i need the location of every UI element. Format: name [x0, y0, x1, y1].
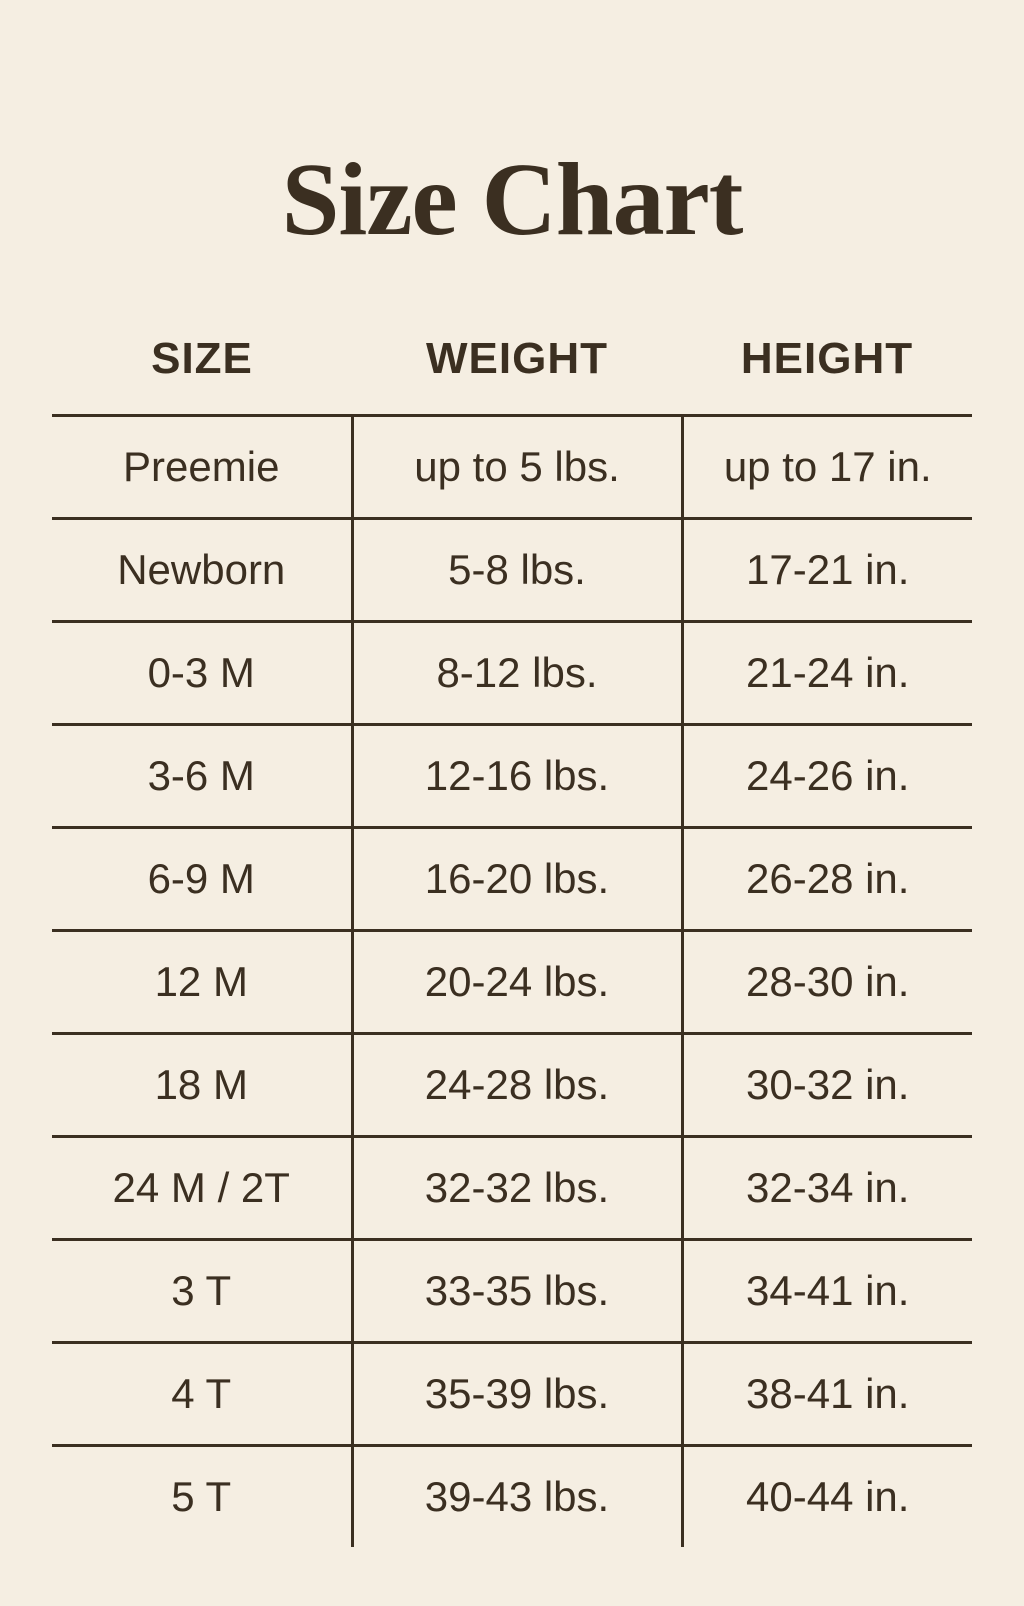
cell-size: 0-3 M: [52, 621, 352, 724]
cell-height: 21-24 in.: [682, 621, 972, 724]
cell-height: 30-32 in.: [682, 1033, 972, 1136]
cell-weight: 32-32 lbs.: [352, 1136, 682, 1239]
table-row: [52, 1239, 972, 1342]
table-row: [52, 827, 972, 930]
table-row: [52, 415, 972, 518]
cell-size: 6-9 M: [52, 827, 352, 930]
page-title: Size Chart: [281, 141, 743, 257]
table-row: [52, 1445, 972, 1547]
cell-size: 18 M: [52, 1033, 352, 1136]
cell-size: 24 M / 2T: [52, 1136, 352, 1239]
cell-size: 5 T: [52, 1445, 352, 1547]
cell-height: 34-41 in.: [682, 1239, 972, 1342]
cell-weight: 12-16 lbs.: [352, 724, 682, 827]
cell-height: 17-21 in.: [682, 518, 972, 621]
cell-weight: up to 5 lbs.: [352, 415, 682, 518]
cell-weight: 39-43 lbs.: [352, 1445, 682, 1547]
cell-height: up to 17 in.: [682, 415, 972, 518]
table-header-row: [52, 334, 972, 416]
cell-size: Preemie: [52, 415, 352, 518]
cell-height: 40-44 in.: [746, 1472, 910, 1520]
column-header-size: SIZE: [151, 333, 253, 383]
table-row: [52, 621, 972, 724]
column-header-weight: WEIGHT: [426, 333, 608, 383]
size-chart-page: [0, 70, 1024, 1606]
cell-height: 28-30 in.: [682, 930, 972, 1033]
cell-size: 4 T: [52, 1342, 352, 1445]
cell-weight: 20-24 lbs.: [352, 930, 682, 1033]
table-row: [52, 518, 972, 621]
cell-weight: 35-39 lbs.: [352, 1342, 682, 1445]
cell-height: 26-28 in.: [682, 827, 972, 930]
column-header-height: HEIGHT: [740, 333, 914, 383]
table-body: [52, 415, 972, 1547]
cell-height: 24-26 in.: [682, 724, 972, 827]
cell-size: Newborn: [52, 518, 352, 621]
size-chart-table: [52, 334, 972, 1547]
cell-height: 38-41 in.: [682, 1342, 972, 1445]
cell-size: 3-6 M: [52, 724, 352, 827]
table-row: [52, 930, 972, 1033]
table-row: [52, 1033, 972, 1136]
table-header: [52, 334, 972, 416]
cell-size: 12 M: [52, 930, 352, 1033]
cell-weight: 5-8 lbs.: [352, 518, 682, 621]
cell-weight: 16-20 lbs.: [352, 827, 682, 930]
table-row: [52, 724, 972, 827]
cell-height: 32-34 in.: [682, 1136, 972, 1239]
table-row: [52, 1342, 972, 1445]
table-row: [52, 1136, 972, 1239]
cell-weight: 33-35 lbs.: [352, 1239, 682, 1342]
cell-size: 3 T: [52, 1239, 352, 1342]
cell-weight: 24-28 lbs.: [352, 1033, 682, 1136]
cell-weight: 8-12 lbs.: [352, 621, 682, 724]
